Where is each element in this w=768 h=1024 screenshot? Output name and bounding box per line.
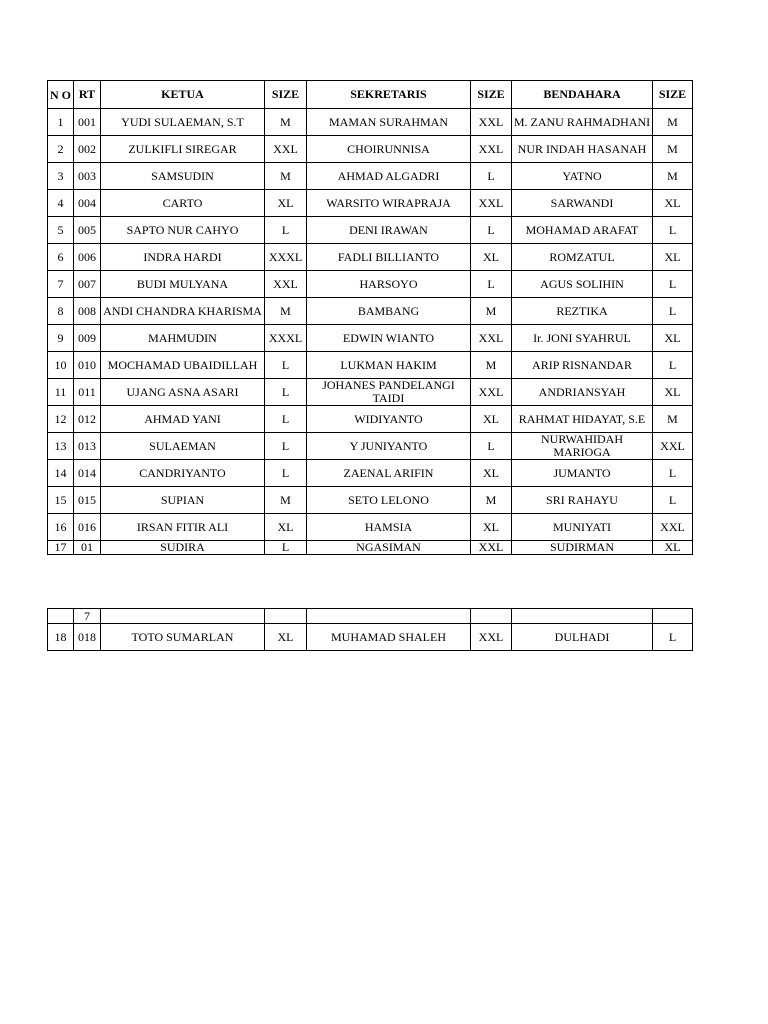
cell-bendahara: MOHAMAD ARAFAT <box>512 217 653 244</box>
cell-size-sekretaris: XXL <box>471 379 512 406</box>
cell-sekretaris: WIDIYANTO <box>307 406 471 433</box>
table-row <box>48 244 693 271</box>
cell-sekretaris <box>307 609 471 624</box>
cell-size-ketua: L <box>265 460 307 487</box>
cell-ketua: AHMAD YANI <box>101 406 265 433</box>
cell-rt: 012 <box>74 406 101 433</box>
cell-bendahara: AGUS SOLIHIN <box>512 271 653 298</box>
header-size-bendahara: SIZE <box>653 81 693 109</box>
cell-no: 8 <box>48 298 74 325</box>
table-row <box>48 379 693 406</box>
cell-bendahara: SUDIRMAN <box>512 541 653 555</box>
cell-size-sekretaris: XXL <box>471 325 512 352</box>
cell-ketua: UJANG ASNA ASARI <box>101 379 265 406</box>
cell-size-ketua: XXL <box>265 271 307 298</box>
cell-size-ketua: XXXL <box>265 325 307 352</box>
cell-no: 5 <box>48 217 74 244</box>
cell-size-bendahara: L <box>653 460 693 487</box>
cell-rt: 011 <box>74 379 101 406</box>
table-row <box>48 217 693 244</box>
cell-sekretaris: EDWIN WIANTO <box>307 325 471 352</box>
cell-sekretaris: MUHAMAD SHALEH <box>307 624 471 651</box>
cell-no: 6 <box>48 244 74 271</box>
table-row <box>48 325 693 352</box>
cell-no: 14 <box>48 460 74 487</box>
cell-size-bendahara: XL <box>653 541 693 555</box>
header-rt: RT <box>74 81 101 109</box>
cell-size-bendahara: M <box>653 406 693 433</box>
cell-size-bendahara: L <box>653 271 693 298</box>
cell-size-sekretaris: M <box>471 298 512 325</box>
cell-no: 11 <box>48 379 74 406</box>
cell-no: 4 <box>48 190 74 217</box>
cell-size-bendahara: M <box>653 136 693 163</box>
cell-bendahara: JUMANTO <box>512 460 653 487</box>
cell-no: 3 <box>48 163 74 190</box>
cell-size-ketua: XL <box>265 624 307 651</box>
cell-no: 15 <box>48 487 74 514</box>
table-row <box>48 406 693 433</box>
cell-ketua: MOCHAMAD UBAIDILLAH <box>101 352 265 379</box>
cell-rt: 015 <box>74 487 101 514</box>
cell-size-bendahara: XL <box>653 244 693 271</box>
cell-size-ketua: L <box>265 433 307 460</box>
cell-size-ketua: XL <box>265 190 307 217</box>
cell-no <box>48 609 74 624</box>
cell-ketua: CANDRIYANTO <box>101 460 265 487</box>
cell-size-sekretaris: L <box>471 433 512 460</box>
cell-ketua: TOTO SUMARLAN <box>101 624 265 651</box>
cell-size-ketua: M <box>265 109 307 136</box>
cell-no: 12 <box>48 406 74 433</box>
cell-sekretaris: WARSITO WIRAPRAJA <box>307 190 471 217</box>
cell-size-sekretaris: L <box>471 271 512 298</box>
header-sekretaris: SEKRETARIS <box>307 81 471 109</box>
cell-rt: 001 <box>74 109 101 136</box>
cell-size-bendahara <box>653 609 693 624</box>
cell-size-sekretaris: XL <box>471 244 512 271</box>
cell-bendahara: ARIP RISNANDAR <box>512 352 653 379</box>
committee-table <box>47 80 693 555</box>
cell-bendahara: MUNIYATI <box>512 514 653 541</box>
cell-rt: 010 <box>74 352 101 379</box>
cell-bendahara: DULHADI <box>512 624 653 651</box>
table-row-continuation <box>48 609 693 624</box>
cell-sekretaris: MAMAN SURAHMAN <box>307 109 471 136</box>
table-row <box>48 190 693 217</box>
table-row <box>48 433 693 460</box>
cell-rt: 002 <box>74 136 101 163</box>
cell-size-bendahara: M <box>653 109 693 136</box>
cell-no: 1 <box>48 109 74 136</box>
table-row <box>48 514 693 541</box>
cell-size-sekretaris: XL <box>471 406 512 433</box>
cell-size-sekretaris: XL <box>471 460 512 487</box>
cell-ketua: SUDIRA <box>101 541 265 555</box>
cell-size-sekretaris: M <box>471 352 512 379</box>
cell-size-ketua: L <box>265 406 307 433</box>
cell-rt: 008 <box>74 298 101 325</box>
cell-bendahara: YATNO <box>512 163 653 190</box>
header-no: N O <box>48 81 74 109</box>
cell-no: 10 <box>48 352 74 379</box>
cell-size-sekretaris <box>471 609 512 624</box>
cell-no: 18 <box>48 624 74 651</box>
cell-ketua: SULAEMAN <box>101 433 265 460</box>
table-row <box>48 298 693 325</box>
cell-size-ketua: M <box>265 298 307 325</box>
cell-size-sekretaris: XXL <box>471 624 512 651</box>
cell-rt: 01 <box>74 541 101 555</box>
cell-ketua: SAPTO NUR CAHYO <box>101 217 265 244</box>
cell-sekretaris: HAMSIA <box>307 514 471 541</box>
cell-sekretaris: Y JUNIYANTO <box>307 433 471 460</box>
cell-no: 13 <box>48 433 74 460</box>
cell-bendahara <box>512 609 653 624</box>
cell-no: 7 <box>48 271 74 298</box>
table-row <box>48 271 693 298</box>
table-row <box>48 460 693 487</box>
cell-size-bendahara: L <box>653 298 693 325</box>
cell-size-sekretaris: XXL <box>471 109 512 136</box>
cell-bendahara: NUR INDAH HASANAH <box>512 136 653 163</box>
cell-ketua: BUDI MULYANA <box>101 271 265 298</box>
cell-rt: 018 <box>74 624 101 651</box>
cell-ketua: INDRA HARDI <box>101 244 265 271</box>
cell-no: 16 <box>48 514 74 541</box>
cell-size-ketua: XL <box>265 514 307 541</box>
cell-ketua: IRSAN FITIR ALI <box>101 514 265 541</box>
cell-sekretaris: HARSOYO <box>307 271 471 298</box>
cell-bendahara: SRI RAHAYU <box>512 487 653 514</box>
cell-rt: 004 <box>74 190 101 217</box>
cell-size-ketua: XXXL <box>265 244 307 271</box>
cell-ketua: SUPIAN <box>101 487 265 514</box>
cell-size-sekretaris: XXL <box>471 541 512 555</box>
cell-bendahara: RAHMAT HIDAYAT, S.E <box>512 406 653 433</box>
table-row <box>48 541 693 555</box>
cell-bendahara: Ir. JONI SYAHRUL <box>512 325 653 352</box>
cell-size-ketua: L <box>265 352 307 379</box>
cell-sekretaris: JOHANES PANDELANGI TAIDI <box>307 379 471 406</box>
cell-no: 2 <box>48 136 74 163</box>
header-size-ketua: SIZE <box>265 81 307 109</box>
table-row <box>48 352 693 379</box>
cell-ketua: MAHMUDIN <box>101 325 265 352</box>
cell-size-sekretaris: L <box>471 163 512 190</box>
cell-size-bendahara: L <box>653 487 693 514</box>
cell-size-ketua: L <box>265 217 307 244</box>
cell-no: 17 <box>48 541 74 555</box>
header-size-sekretaris: SIZE <box>471 81 512 109</box>
cell-bendahara: ANDRIANSYAH <box>512 379 653 406</box>
cell-rt: 7 <box>74 609 101 624</box>
cell-size-sekretaris: XL <box>471 514 512 541</box>
cell-rt: 003 <box>74 163 101 190</box>
cell-sekretaris: SETO LELONO <box>307 487 471 514</box>
table-row <box>48 487 693 514</box>
cell-sekretaris: CHOIRUNNISA <box>307 136 471 163</box>
cell-size-bendahara: XXL <box>653 433 693 460</box>
cell-ketua: SAMSUDIN <box>101 163 265 190</box>
cell-bendahara: SARWANDI <box>512 190 653 217</box>
cell-size-ketua <box>265 609 307 624</box>
cell-sekretaris: BAMBANG <box>307 298 471 325</box>
cell-ketua: CARTO <box>101 190 265 217</box>
cell-sekretaris: DENI IRAWAN <box>307 217 471 244</box>
table-row <box>48 136 693 163</box>
table-row <box>48 109 693 136</box>
cell-size-bendahara: L <box>653 217 693 244</box>
cell-size-bendahara: M <box>653 163 693 190</box>
cell-bendahara: NURWAHIDAH MARIOGA <box>512 433 653 460</box>
cell-size-sekretaris: XXL <box>471 136 512 163</box>
cell-rt: 009 <box>74 325 101 352</box>
cell-rt: 007 <box>74 271 101 298</box>
cell-size-sekretaris: M <box>471 487 512 514</box>
table-row <box>48 163 693 190</box>
cell-size-bendahara: L <box>653 352 693 379</box>
cell-size-ketua: L <box>265 379 307 406</box>
cell-ketua: ZULKIFLI SIREGAR <box>101 136 265 163</box>
cell-sekretaris: NGASIMAN <box>307 541 471 555</box>
cell-size-sekretaris: L <box>471 217 512 244</box>
cell-size-bendahara: XL <box>653 379 693 406</box>
cell-rt: 016 <box>74 514 101 541</box>
cell-no: 9 <box>48 325 74 352</box>
committee-table-continued <box>47 608 693 651</box>
header-row <box>48 81 693 109</box>
cell-size-bendahara: XXL <box>653 514 693 541</box>
cell-sekretaris: FADLI BILLIANTO <box>307 244 471 271</box>
cell-bendahara: ROMZATUL <box>512 244 653 271</box>
cell-size-ketua: M <box>265 487 307 514</box>
cell-size-ketua: XXL <box>265 136 307 163</box>
cell-sekretaris: LUKMAN HAKIM <box>307 352 471 379</box>
cell-sekretaris: ZAENAL ARIFIN <box>307 460 471 487</box>
cell-sekretaris: AHMAD ALGADRI <box>307 163 471 190</box>
cell-ketua <box>101 609 265 624</box>
cell-size-bendahara: L <box>653 624 693 651</box>
cell-ketua: YUDI SULAEMAN, S.T <box>101 109 265 136</box>
cell-size-ketua: L <box>265 541 307 555</box>
header-bendahara: BENDAHARA <box>512 81 653 109</box>
cell-size-ketua: M <box>265 163 307 190</box>
cell-rt: 006 <box>74 244 101 271</box>
table-row <box>48 624 693 651</box>
cell-rt: 013 <box>74 433 101 460</box>
cell-rt: 005 <box>74 217 101 244</box>
cell-rt: 014 <box>74 460 101 487</box>
header-ketua: KETUA <box>101 81 265 109</box>
cell-bendahara: M. ZANU RAHMADHANI <box>512 109 653 136</box>
cell-ketua: ANDI CHANDRA KHARISMA <box>101 298 265 325</box>
cell-bendahara: REZTIKA <box>512 298 653 325</box>
cell-size-sekretaris: XXL <box>471 190 512 217</box>
cell-size-bendahara: XL <box>653 190 693 217</box>
cell-size-bendahara: XL <box>653 325 693 352</box>
